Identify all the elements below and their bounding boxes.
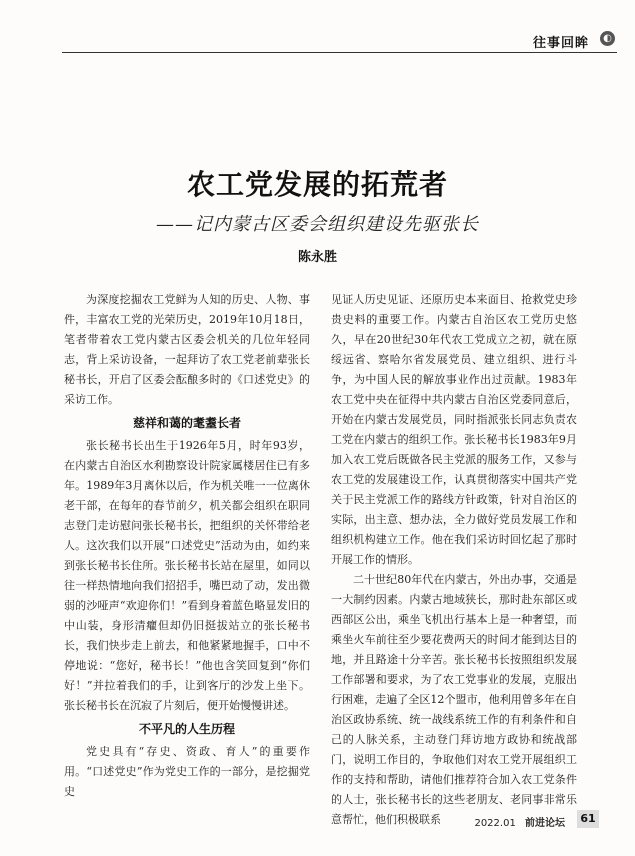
- section-heading: 慈祥和蔼的耄耋长者: [132, 416, 241, 430]
- article-subtitle: ——记内蒙古区委会组织建设先驱张长: [156, 214, 479, 235]
- page-footer: [474, 814, 573, 830]
- issue-number: 2022.01: [474, 818, 516, 829]
- running-header: [62, 30, 617, 53]
- article-title: 农工党发展的拓荒者: [186, 168, 448, 201]
- paragraph: 张长秘书长出生于1926年5月，时年93岁，在内蒙古自治区水利勘察设计院家属楼居住已有多年。1989年3月离休以后，作为机关唯一一位离休老干部，在每年的春节前夕，机关都会组织在职同志登门走访慰问张长秘书长，把组织的关怀带给老人。这次我们以开展“口述党史”活动为由，如约来到张长秘书长住所。张长秘书长站在屋里，如同以往一样热情地向我们招招手，嘴巴动了动，发出微弱的沙哑声“欢迎你们！”看到身着蓝色略显发旧的中山装，身形清癯但却仍旧挺拔站立的张长秘书长，我们快步走上前去，和他紧紧地握手，口中不停地说：“您好，秘书长！”他也含笑回复到“你们好！”并拉着我们的手，让到客厅的沙发上坐下。张长秘书长在沉寂了片刻后，便开始慢慢讲述。: [64, 439, 310, 712]
- article-author: 陈永胜: [297, 250, 337, 265]
- paragraph: 二十世纪80年代在内蒙古，外出办事，交通是一大制约因素。内蒙古地域狭长，那时赴东部区或西部区公出，乘坐飞机出行基本上是一种奢望，而乘坐火车前往至少要花费两天的时间才能到达目的地，并且路途十分辛苦。张长秘书长按照组织发展工作部署和要求，为了农工党事业的发展，克服出行困难，走遍了全区12个盟市，他利用曾多年在自治区政协系统、统一战线系统工作的有利条件和自己的人脉关系，主动登门拜访地方政协和统战部门，说明工作目的，争取他们对农工党开展组织工作的支持和帮助，请他们推荐符合加入农工党条件的人士，张长秘书长的这些老朋友、老同事非常乐意帮忙，他们积极联系: [331, 573, 577, 826]
- right-column: [331, 290, 577, 830]
- section-circle-icon: ◐: [600, 31, 615, 46]
- section-label: 往事回眸: [532, 36, 589, 51]
- paragraph-continued: 见证人历史见证、还原历史本来面目、抢救党史珍贵史料的重要工作。内蒙古自治区农工党历史悠久，早在20世纪30年代农工党成立之初，就在原绥远省、察哈尔省发展党员、建立组织、进行斗争，为中国人民的解放事业作出过贡献。1983年农工党中央在征得中共内蒙古自治区党委同意后，开始在内蒙古发展党员，同时指派张长同志负责农工党在内蒙古的组织工作。张长秘书长1983年9月加入农工党后既做各民主党派的服务工作，又参与农工党的发展建设工作，认真贯彻落实中国共产党关于民主党派工作的路线方针政策，针对自治区的实际，出主意、想办法，全力做好党员发展工作和组织机构建立工作。他在我们采访时回忆起了那时开展工作的情形。: [331, 293, 577, 566]
- magazine-name: 前进论坛: [525, 818, 565, 829]
- page-number: 61: [577, 810, 599, 828]
- paragraph: 为深度挖掘农工党鲜为人知的历史、人物、事件，丰富农工党的光荣历史，2019年10月18日，笔者带着农工党内蒙古区委会机关的几位年轻同志，背上采访设备，一起拜访了农工党老前辈张长秘书长，开启了区委会酝酿多时的《口述党史》的采访工作。: [64, 293, 310, 406]
- paragraph: 党史具有“存史、资政、育人”的重要作用。“口述党史”作为党史工作的一部分，是挖掘党史: [64, 745, 310, 798]
- section-heading: 不平凡的人生历程: [138, 722, 235, 736]
- left-column: [64, 290, 310, 802]
